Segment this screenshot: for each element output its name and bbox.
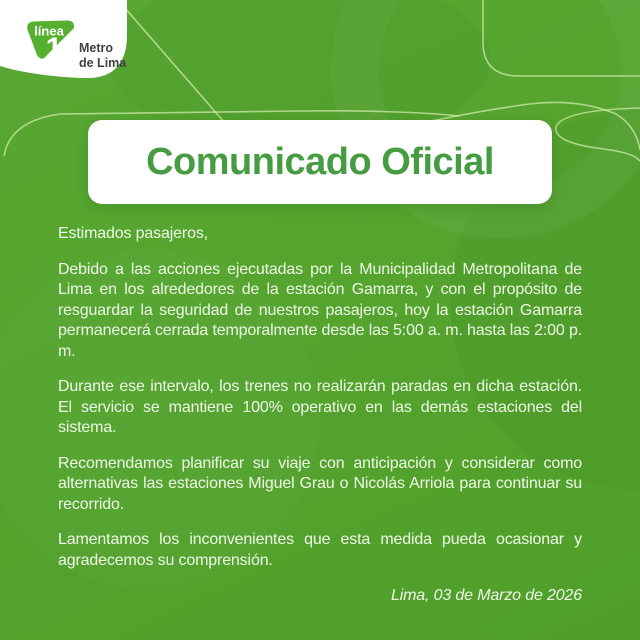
paragraph-service-status: Durante ese intervalo, los trenes no realizarán paradas en dicha estación. El servicio se mantiene 100% operativo en las demás estaciones del sistema.: [58, 378, 582, 436]
greeting-text: Estimados pasajeros,: [58, 225, 208, 242]
title-card: [88, 120, 552, 204]
paragraph-recommendation: Recomendamos planificar su viaje con anticipación y considerar como alternativas las estaciones Miguel Grau o Nicolás Arriola para continuar su recorrido.: [58, 454, 582, 513]
paragraph-closure-notice: Debido a las acciones ejecutadas por la Municipalidad Metropolitana de Lima en los alrededores de la estación Gamarra, y con el propósito de resguardar la seguridad de nuestros pasajeros, hoy la estación Gamarra permanecerá cerrada temporalmente desde las 5:00 a. m. hasta las 2:00 p. m.: [58, 260, 582, 360]
linea1-logo-number: 1: [45, 32, 63, 64]
date-line: Lima, 03 de Marzo de 2026: [390, 587, 582, 604]
operator-name-line1: Metro: [79, 41, 114, 55]
linea1-logo-word: línea: [34, 23, 64, 39]
operator-name-line2: de Lima: [79, 56, 127, 70]
announcement-body: [58, 224, 582, 607]
page-title: Comunicado Oficial: [146, 140, 494, 183]
operator-name: [79, 41, 126, 71]
paragraph-apology: Lamentamos los inconvenientes que esta medida pueda ocasionar y agradecemos su comprensión.: [58, 531, 582, 569]
linea1-logo: [24, 19, 76, 64]
